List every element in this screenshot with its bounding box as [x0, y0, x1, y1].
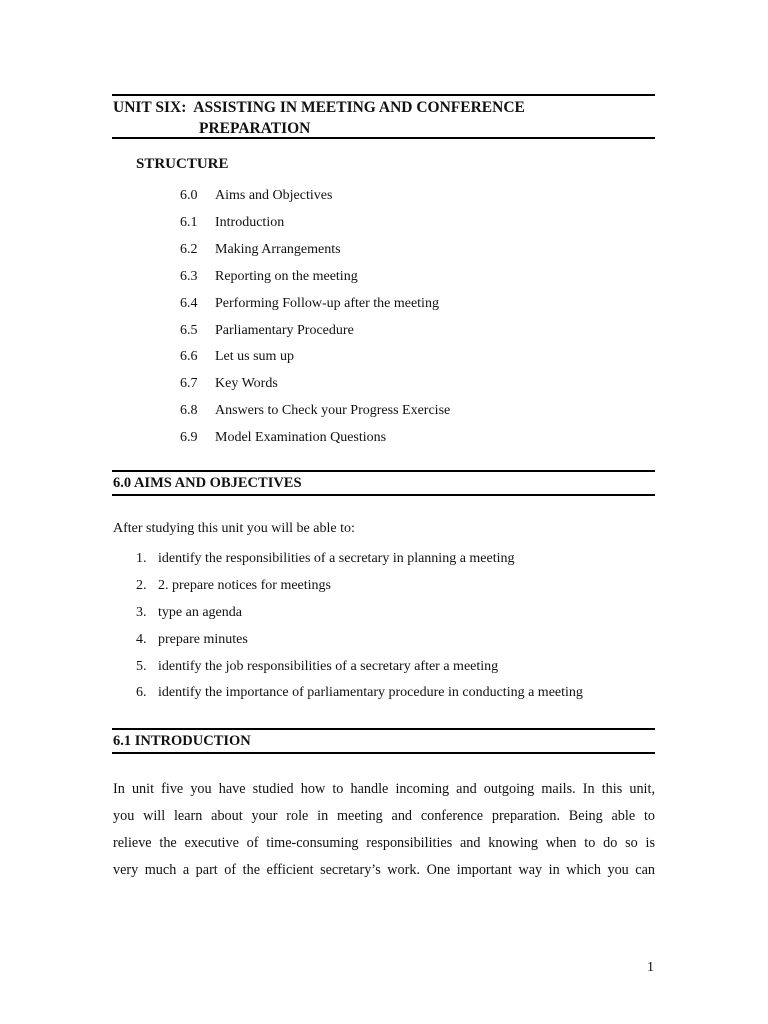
structure-item — [180, 398, 450, 425]
structure-item-label: Aims and Objectives — [215, 188, 333, 204]
objective-item — [136, 573, 583, 600]
structure-item-number: 6.0 — [180, 188, 198, 204]
structure-item-number: 6.5 — [180, 322, 198, 338]
objective-number: 3. — [136, 604, 147, 620]
structure-item-number: 6.3 — [180, 268, 198, 284]
objective-text: identify the importance of parliamentary procedure in conducting a meeting — [158, 685, 583, 701]
objective-text: identify the job responsibilities of a secretary after a meeting — [158, 658, 499, 674]
objective-number: 4. — [136, 631, 147, 647]
objective-item — [136, 546, 583, 573]
structure-item — [180, 317, 450, 344]
objective-number: 6. — [136, 685, 147, 701]
aims-bottom-rule — [112, 494, 655, 496]
structure-item — [180, 371, 450, 398]
aims-intro: After studying this unit you will be able to: — [113, 521, 355, 536]
structure-item-label: Reporting on the meeting — [215, 268, 358, 284]
structure-item — [180, 237, 450, 264]
structure-item-label: Key Words — [215, 376, 278, 392]
structure-item-label: Performing Follow-up after the meeting — [215, 295, 439, 311]
objective-number: 5. — [136, 658, 147, 674]
structure-item-number: 6.4 — [180, 295, 198, 311]
intro-top-rule — [112, 728, 655, 730]
structure-item-number: 6.8 — [180, 403, 198, 419]
structure-list — [180, 183, 450, 451]
structure-item-number: 6.2 — [180, 242, 198, 258]
unit-title-line1: UNIT SIX: ASSISTING IN MEETING AND CONFERENCE — [113, 99, 525, 116]
objective-item — [136, 600, 583, 627]
structure-item — [180, 290, 450, 317]
structure-item-label: Model Examination Questions — [215, 430, 387, 446]
structure-item-number: 6.9 — [180, 430, 198, 446]
objective-text: type an agenda — [158, 604, 242, 620]
objective-text: identify the responsibilities of a secretary in planning a meeting — [158, 551, 515, 567]
paragraph-line-text: In unit five you have studied how to handle incoming and outgoing mails. In this unit, — [113, 781, 655, 797]
paragraph-line-text: you will learn about your role in meeting and conference preparation. Being able to — [113, 808, 655, 824]
structure-item-label: Let us sum up — [215, 349, 294, 365]
paragraph-line — [113, 857, 655, 884]
structure-item-label: Making Arrangements — [215, 242, 341, 258]
structure-item — [180, 183, 450, 210]
objective-item — [136, 680, 583, 707]
objective-text: 2. prepare notices for meetings — [158, 578, 331, 594]
paragraph-line-text: very much a part of the efficient secretary’s work. One important way in which you can — [113, 862, 655, 878]
objective-number: 1. — [136, 551, 147, 567]
structure-heading: STRUCTURE — [136, 156, 229, 172]
structure-item-number: 6.6 — [180, 349, 198, 365]
aims-top-rule — [112, 470, 655, 472]
structure-item — [180, 210, 450, 237]
structure-item — [180, 264, 450, 291]
objectives-list — [136, 546, 583, 707]
paragraph-line-text: relieve the executive of time-consuming responsibilities and knowing when to do so is — [113, 835, 655, 851]
paragraph-line — [113, 803, 655, 830]
introduction-heading: 6.1 INTRODUCTION — [113, 733, 251, 749]
structure-item — [180, 344, 450, 371]
structure-item-label: Parliamentary Procedure — [215, 322, 354, 338]
structure-item-number: 6.7 — [180, 376, 198, 392]
unit-title — [113, 97, 525, 139]
intro-bottom-rule — [112, 752, 655, 754]
structure-item — [180, 425, 450, 452]
structure-item-number: 6.1 — [180, 215, 198, 231]
structure-item-label: Answers to Check your Progress Exercise — [215, 403, 451, 419]
objective-text: prepare minutes — [158, 631, 248, 647]
page-number: 1 — [647, 960, 654, 975]
unit-title-line2: PREPARATION — [199, 120, 311, 137]
introduction-paragraph — [113, 776, 655, 884]
objective-item — [136, 653, 583, 680]
paragraph-line — [113, 830, 655, 857]
objective-item — [136, 626, 583, 653]
paragraph-line — [113, 776, 655, 803]
objective-number: 2. — [136, 578, 147, 594]
title-top-rule — [112, 94, 655, 96]
aims-heading: 6.0 AIMS AND OBJECTIVES — [113, 475, 302, 491]
title-bottom-rule — [112, 137, 655, 139]
structure-item-label: Introduction — [215, 215, 285, 231]
